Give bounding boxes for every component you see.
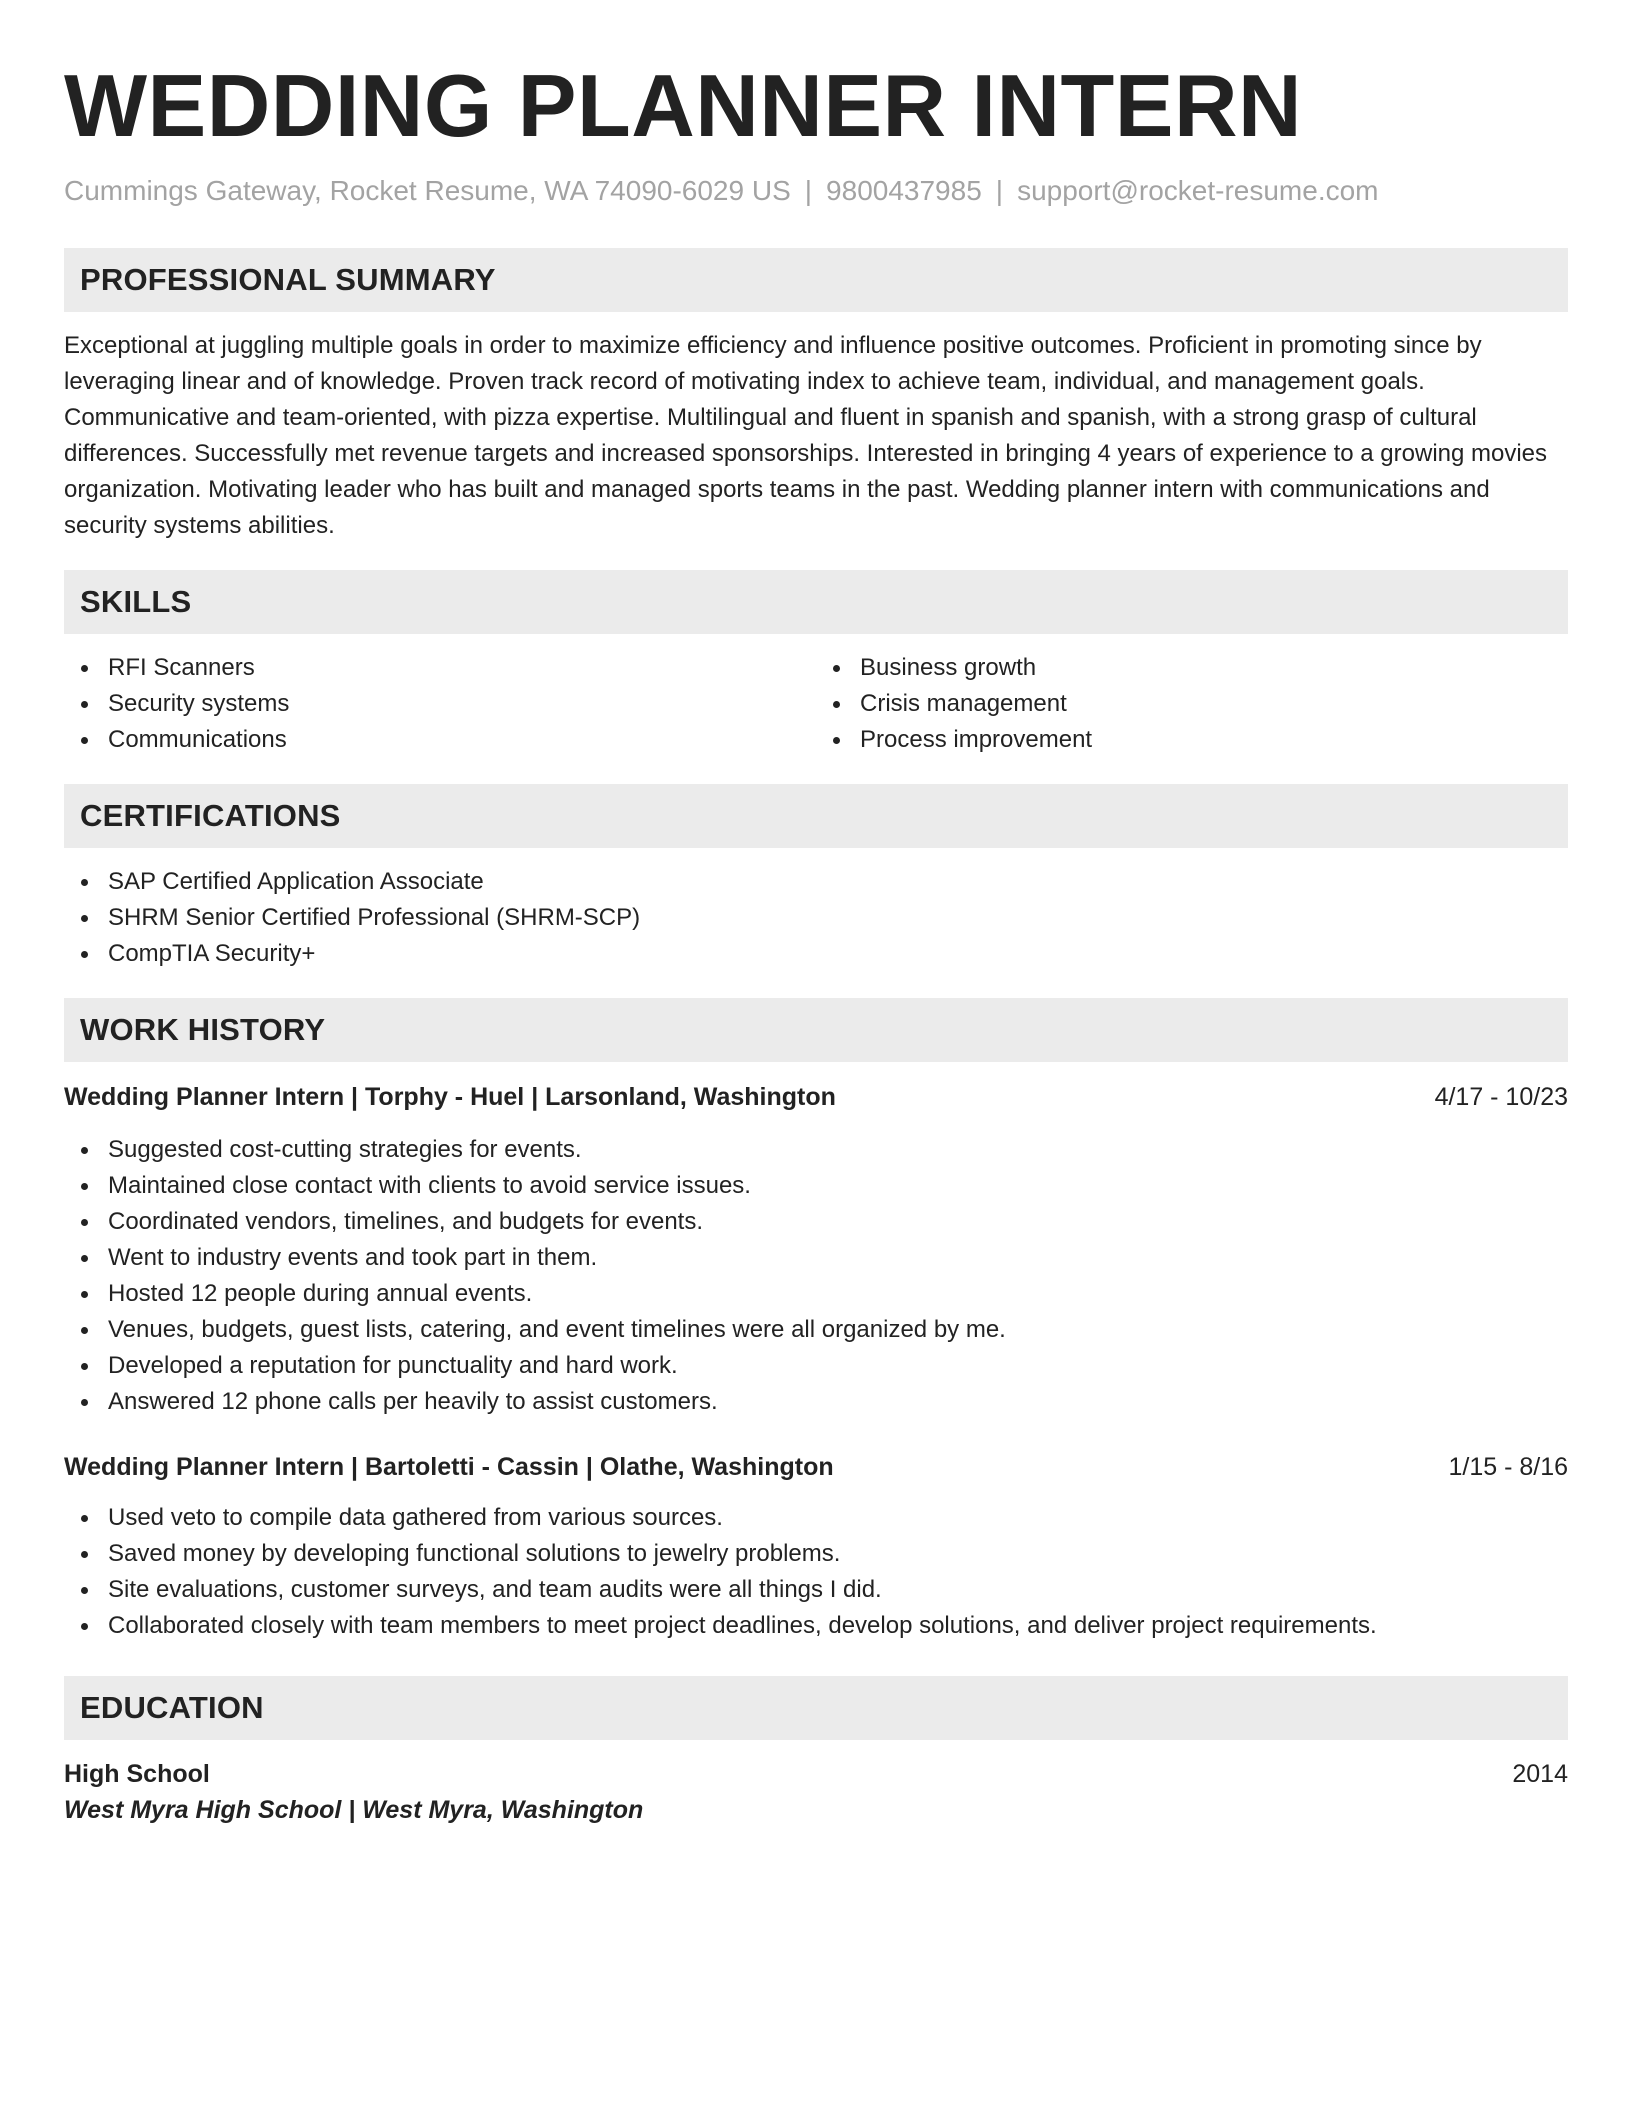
job-bullet: Went to industry events and took part in them. [108,1240,1568,1276]
job-title: Wedding Planner Intern | Torphy - Huel | Larsonland, Washington [64,1083,836,1111]
certification-item: CompTIA Security+ [108,936,1568,972]
skill-item: RFI Scanners [108,650,816,686]
contact-separator: | [804,175,813,206]
education-header [64,1756,1568,1792]
job-bullet: Maintained close contact with clients to avoid service issues. [108,1168,1568,1204]
job-bullet: Hosted 12 people during annual events. [108,1276,1568,1312]
job-bullets [64,1132,1568,1420]
job-bullet: Coordinated vendors, timelines, and budgets for events. [108,1204,1568,1240]
section-header-work-history: WORK HISTORY [64,998,1568,1062]
skill-item: Crisis management [860,686,1568,722]
job-bullet: Used veto to compile data gathered from various sources. [108,1500,1568,1536]
contact-email: support@rocket-resume.com [1017,175,1379,206]
job-bullet: Collaborated closely with team members to meet project deadlines, develop solutions, and deliver project requirements. [108,1608,1568,1644]
job-entry [64,1080,1568,1420]
contact-line [64,174,1568,208]
education-school: West Myra High School | West Myra, Washington [64,1796,644,1824]
job-header [64,1080,1568,1114]
section-header-skills: SKILLS [64,570,1568,634]
job-bullet: Site evaluations, customer surveys, and team audits were all things I did. [108,1572,1568,1608]
job-bullet: Venues, budgets, guest lists, catering, and event timelines were all organized by me. [108,1312,1568,1348]
job-bullet: Saved money by developing functional solutions to jewelry problems. [108,1536,1568,1572]
section-header-education: EDUCATION [64,1676,1568,1740]
education-entry [64,1756,1568,1828]
skills-list-right [816,650,1568,758]
section-header-certifications: CERTIFICATIONS [64,784,1568,848]
resume-name: WEDDING PLANNER INTERN [64,56,1303,155]
skill-item: Business growth [860,650,1568,686]
job-entry [64,1450,1568,1644]
certification-item: SAP Certified Application Associate [108,864,1568,900]
job-title: Wedding Planner Intern | Bartoletti - Cassin | Olathe, Washington [64,1453,834,1481]
contact-address: Cummings Gateway, Rocket Resume, WA 74090-6029 US [64,175,791,206]
contact-phone: 9800437985 [826,175,982,206]
summary-text: Exceptional at juggling multiple goals in order to maximize efficiency and influence positive outcomes. Proficient in promoting since by leveraging linear and of knowledge. Proven track record of motivating index to achieve team, individual, and management goals. Communicative and team-oriented, with pizza expertise. Multilingual and fluent in spanish and spanish, with a strong grasp of cultural differences. Successfully met revenue targets and increased sponsorships. Interested in bringing 4 years of experience to a growing movies organization. Motivating leader who has built and managed sports teams in the past. Wedding planner intern with communications and security systems abilities. [64,332,1548,539]
skill-item: Security systems [108,686,816,722]
certifications-list [64,864,1568,972]
job-header [64,1450,1568,1484]
contact-separator: | [995,175,1004,206]
section-header-summary: PROFESSIONAL SUMMARY [64,248,1568,312]
skills-grid [64,634,1568,758]
certification-item: SHRM Senior Certified Professional (SHRM-SCP) [108,900,1568,936]
skills-list-left [64,650,816,758]
education-year: 2014 [1512,1760,1568,1788]
job-dates: 4/17 - 10/23 [1434,1083,1568,1111]
skill-item: Process improvement [860,722,1568,758]
job-bullet: Suggested cost-cutting strategies for events. [108,1132,1568,1168]
job-dates: 1/15 - 8/16 [1448,1453,1568,1481]
job-bullet: Answered 12 phone calls per heavily to assist customers. [108,1384,1568,1420]
education-degree: High School [64,1760,210,1788]
job-bullet: Developed a reputation for punctuality and hard work. [108,1348,1568,1384]
job-bullets [64,1500,1568,1644]
skill-item: Communications [108,722,816,758]
